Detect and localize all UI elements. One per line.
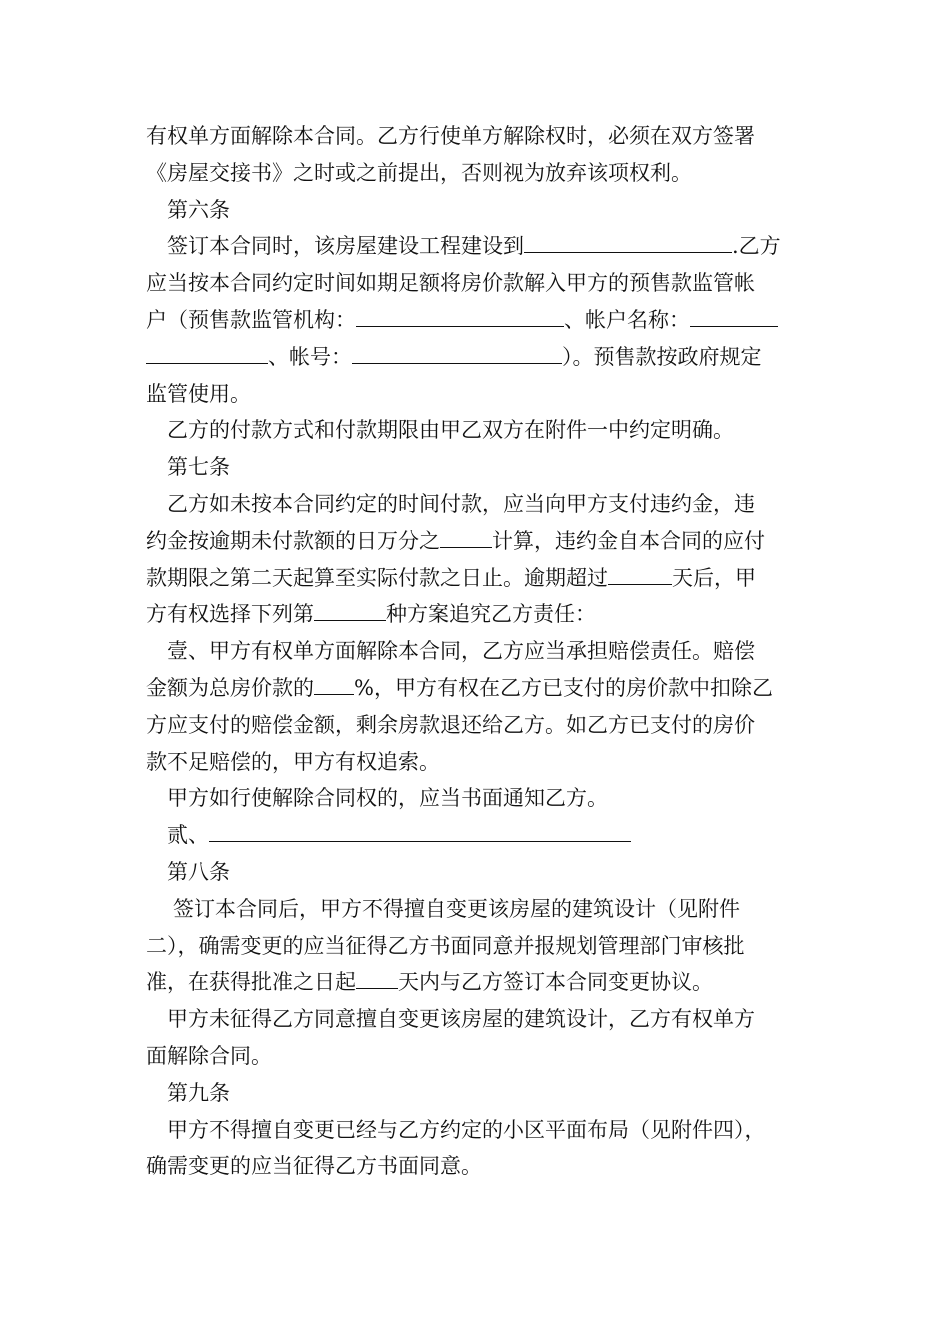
text-line: 壹、甲方有权单方面解除本合同，乙方应当承担赔偿责任。赔偿 (167, 639, 755, 664)
text-line: 、帐号： ）。预售款按政府规定 (146, 339, 816, 376)
blank-construction-progress[interactable] (524, 232, 732, 253)
text-line: 面解除合同。 (146, 1043, 272, 1068)
text-line: 金额为总房价款的 %，甲方有权在乙方已支付的房价款中扣除乙 (146, 675, 773, 700)
text-line: 甲方未征得乙方同意擅自变更该房屋的建筑设计，乙方有权单方 (167, 1007, 755, 1032)
blank-account-name-part2[interactable] (146, 343, 268, 364)
blank-account-name-part1[interactable] (690, 306, 778, 327)
blank-account-number[interactable] (352, 343, 562, 364)
text-line: 款期限之第二天起算至实际付款之日止。逾期超过 天后，甲 (146, 565, 756, 590)
text-line: 甲方如行使解除合同权的，应当书面通知乙方。 (167, 786, 608, 811)
text-line: 确需变更的应当征得乙方书面同意。 (146, 1154, 482, 1179)
text-line: 户（预售款监管机构： 、帐户名称： (146, 302, 816, 339)
text-line: 监管使用。 (146, 381, 251, 406)
blank-supervision-agency[interactable] (356, 306, 564, 327)
text-line: 乙方的付款方式和付款期限由甲乙双方在附件一中约定明确。 (167, 418, 734, 443)
text-line: 款不足赔偿的，甲方有权追索。 (146, 749, 440, 774)
blank-penalty-rate[interactable] (440, 527, 492, 548)
article-7-heading: 第七条 (167, 455, 230, 480)
text-line: 方有权选择下列第 种方案追究乙方责任： (146, 602, 596, 627)
blank-compensation-percent[interactable] (314, 674, 354, 695)
contract-text (146, 118, 816, 1185)
text-line: 签订本合同后，甲方不得擅自变更该房屋的建筑设计（见附件 (173, 896, 740, 921)
text-line: 有权单方面解除本合同。乙方行使单方解除权时，必须在双方签署 (146, 124, 755, 148)
text-line: 二），确需变更的应当征得乙方书面同意并报规划管理部门审核批 (146, 933, 745, 958)
article-6-heading: 第六条 (167, 197, 230, 222)
blank-days-to-sign[interactable] (356, 968, 398, 989)
text-line: 方应支付的赔偿金额，剩余房款退还给乙方。如乙方已支付的房价 (146, 712, 755, 737)
article-9-heading: 第九条 (167, 1080, 230, 1105)
text-line: 甲方不得擅自变更已经与乙方约定的小区平面布局（见附件四）， (167, 1117, 766, 1142)
text-line: 《房屋交接书》之时或之前提出，否则视为放弃该项权利。 (146, 160, 692, 185)
text-line: 准，在获得批准之日起 天内与乙方签订本合同变更协议。 (146, 970, 713, 995)
text-line: 签订本合同时，该房屋建设工程建设到 .乙方 (167, 234, 781, 259)
text-line: 贰、 (146, 817, 816, 854)
text-line: 应当按本合同约定时间如期足额将房价款解入甲方的预售款监管帐 (146, 271, 755, 296)
blank-overdue-days[interactable] (608, 564, 672, 585)
blank-option-two[interactable] (209, 821, 631, 842)
article-8-heading: 第八条 (167, 859, 230, 884)
blank-option-number[interactable] (314, 600, 386, 621)
text-line: 约金按逾期未付款额的日万分之 计算，违约金自本合同的应付 (146, 528, 765, 553)
text-line: 乙方如未按本合同约定的时间付款，应当向甲方支付违约金，违 (167, 491, 755, 516)
